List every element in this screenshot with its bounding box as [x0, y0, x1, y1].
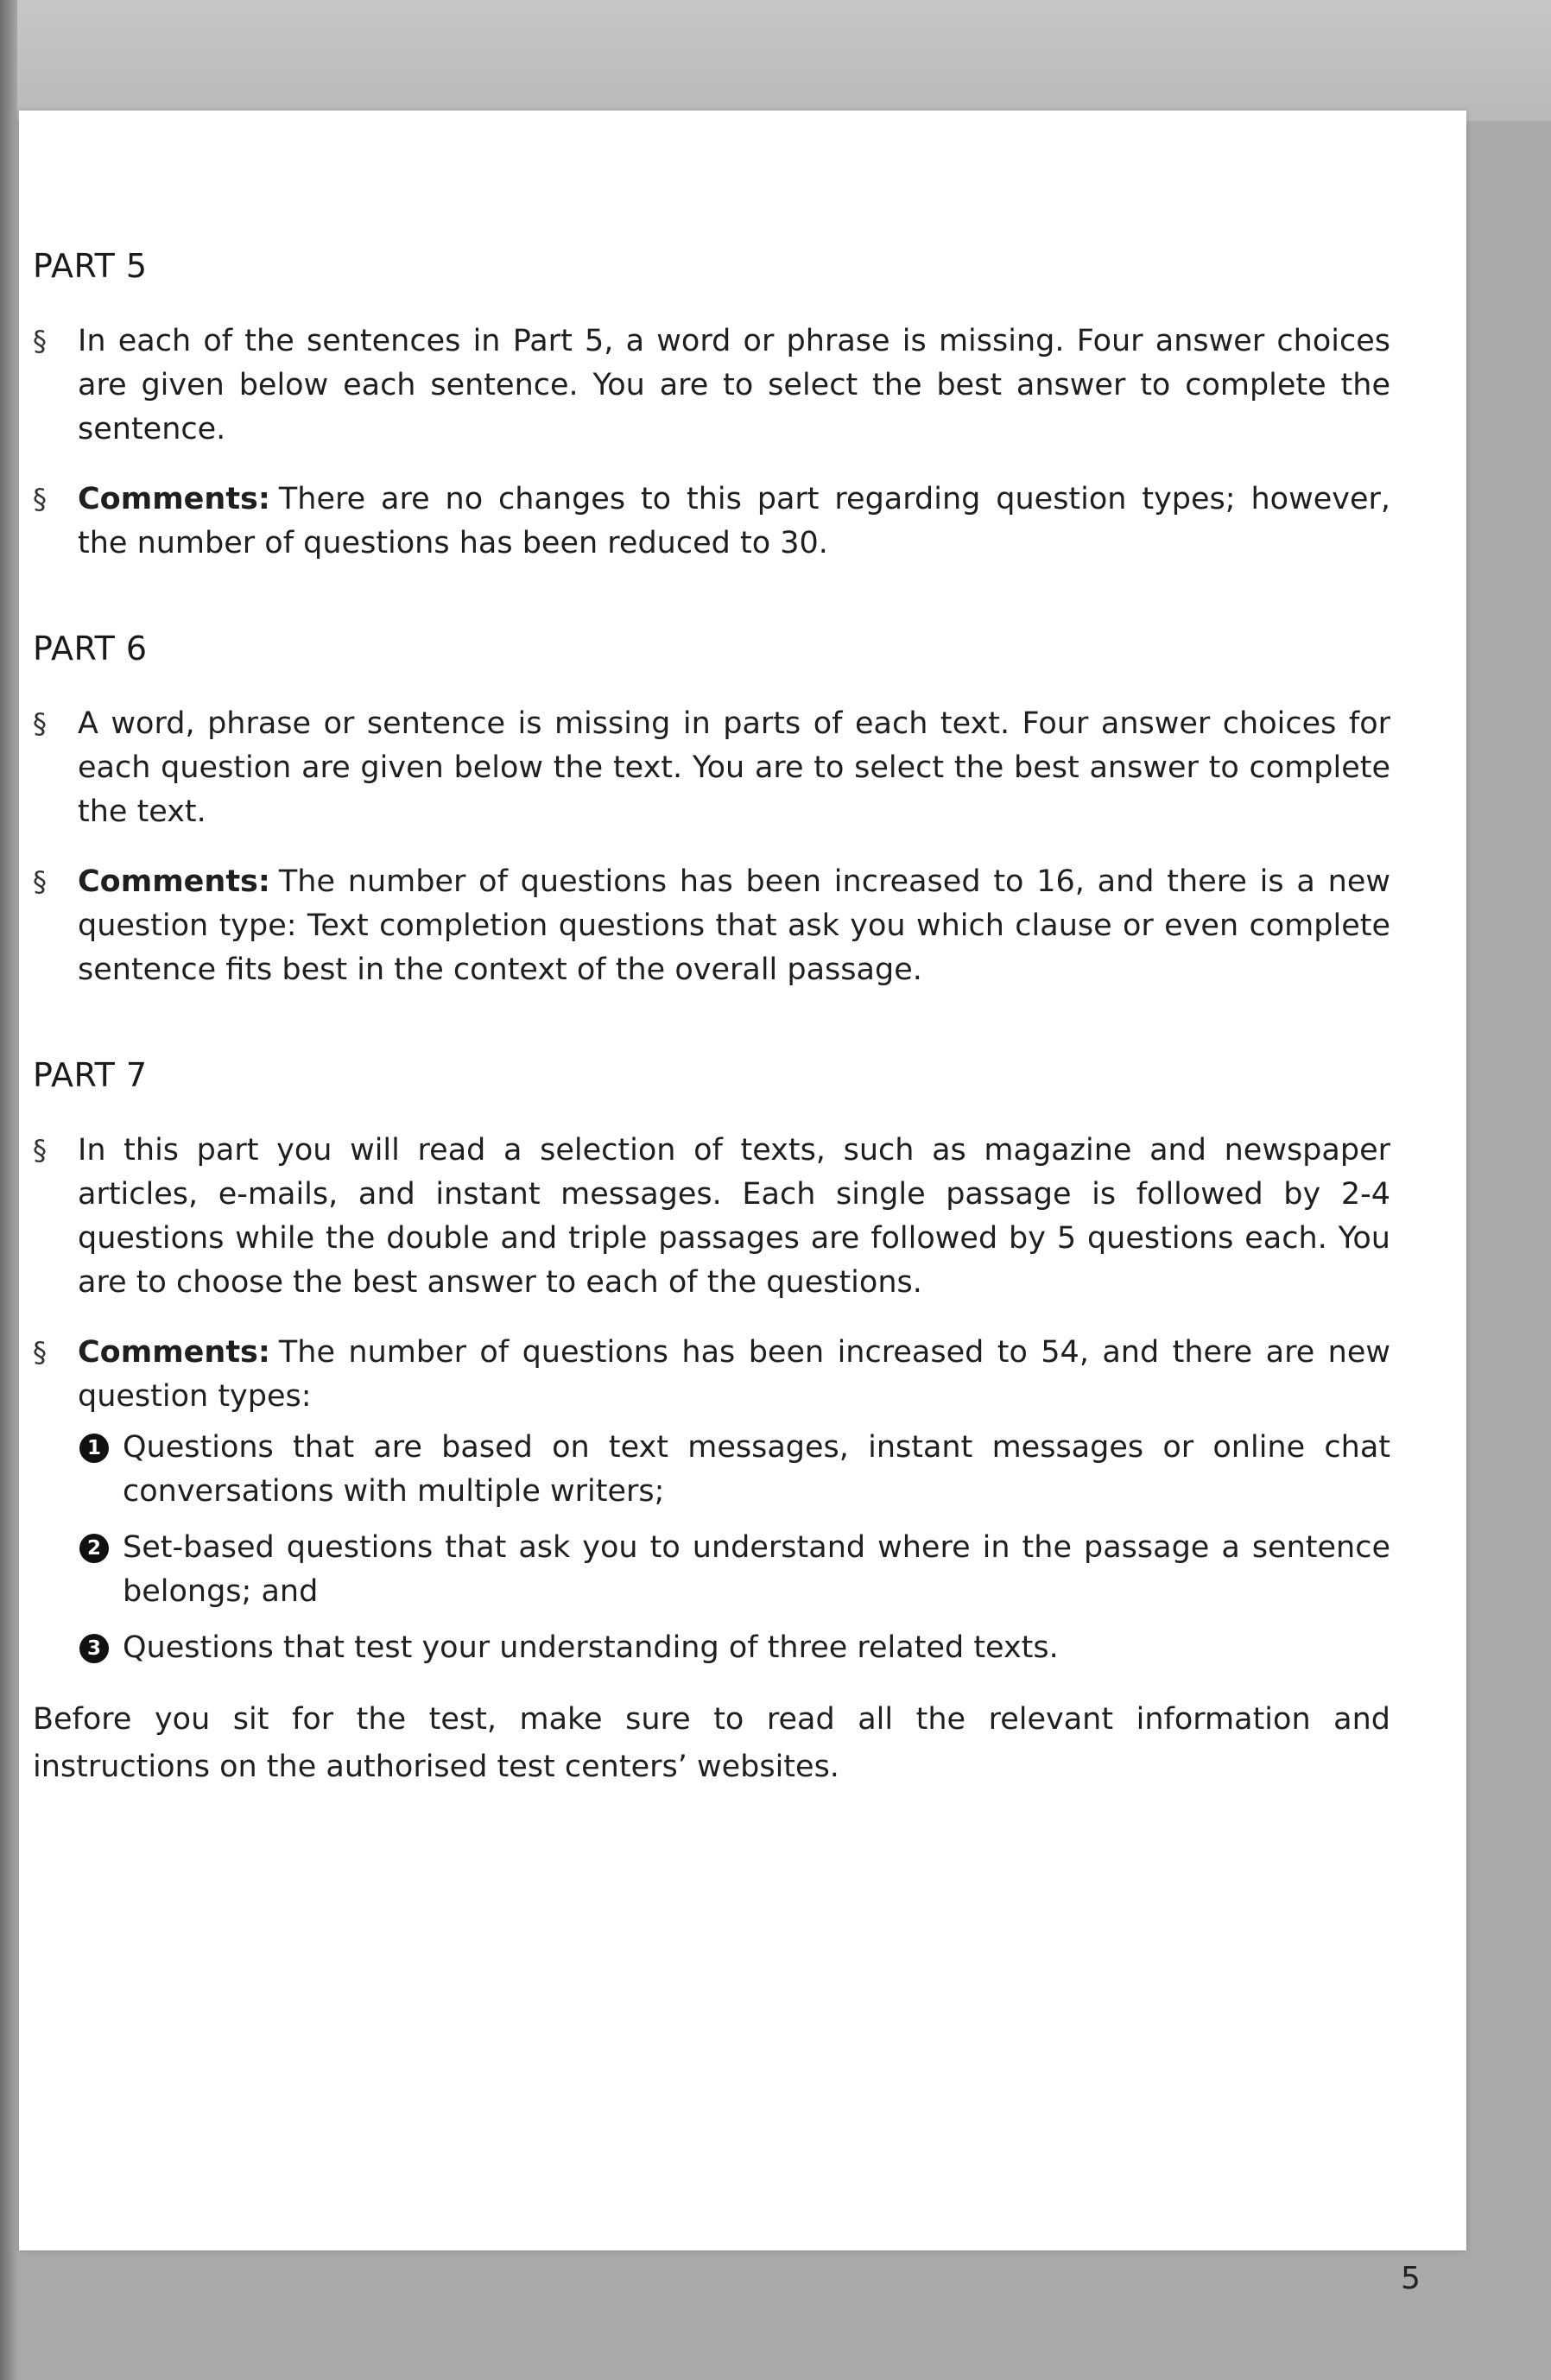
section-sign-bullet-icon: §	[33, 483, 47, 516]
numbered-sublist	[78, 1426, 1390, 1670]
section-sign-bullet-icon: §	[33, 1336, 47, 1369]
numbered-subitem	[78, 1426, 1390, 1514]
numbered-subitem	[78, 1526, 1390, 1614]
item-lead: Comments:	[78, 864, 270, 899]
section-sign-bullet-icon: §	[33, 865, 47, 898]
section-part-6	[33, 630, 1390, 992]
section-heading: PART 5	[33, 247, 148, 285]
item-lead: Comments:	[78, 1335, 270, 1370]
section-heading: PART 7	[33, 1056, 148, 1094]
scan-background-top	[0, 0, 1551, 121]
section-sign-bullet-icon: §	[33, 707, 47, 740]
subitem-text: Set-based questions that ask you to understand where in the passage a sentence belongs; and	[123, 1530, 1390, 1609]
section-heading: PART 6	[33, 630, 148, 668]
section-sign-bullet-icon: §	[33, 325, 47, 358]
item-text: There are no changes to this part regarding question types; however, the number of questions has been reduced to 30.	[78, 482, 1390, 560]
item-text: A word, phrase or sentence is missing in parts of each text. Four answer choices for each question are given below the text. You are to select the best answer to complete the text.	[78, 706, 1390, 829]
item-lead: Comments:	[78, 482, 270, 516]
section-part-5	[33, 247, 1390, 566]
bullet-item	[33, 1331, 1390, 1670]
circled-number-icon: 2	[79, 1534, 109, 1563]
subitem-text: Questions that are based on text messages, instant messages or online chat conversations with multiple writers;	[123, 1430, 1390, 1509]
circled-number-icon: 1	[79, 1434, 109, 1463]
item-text: The number of questions has been increased to 54, and there are new question types:	[78, 1335, 1390, 1414]
item-text: In this part you will read a selection of texts, such as magazine and newspaper articles, e-mails, and instant messages. Each single passage is followed by 2-4 questions while the double and triple passages are followed by 5 questions each. You are to choose the best answer to each of the questions.	[78, 1133, 1390, 1300]
bullet-item	[33, 1129, 1390, 1305]
bullet-item	[33, 860, 1390, 992]
closing-paragraph: Before you sit for the test, make sure to read all the relevant information and instructions on the authorised test centers’ websites.	[33, 1702, 1390, 1784]
page-content	[33, 247, 1390, 1821]
bullet-item	[33, 478, 1390, 566]
numbered-subitem	[78, 1626, 1390, 1670]
section-part-7	[33, 1056, 1390, 1670]
item-text: In each of the sentences in Part 5, a word or phrase is missing. Four answer choices are given below each sentence. You are to select the best answer to complete the sentence.	[78, 324, 1390, 446]
page-number: 5	[1401, 2261, 1421, 2296]
bullet-item	[33, 702, 1390, 834]
scan-background-left-edge	[0, 0, 17, 2380]
bullet-item	[33, 320, 1390, 452]
subitem-text: Questions that test your understanding of three related texts.	[123, 1630, 1059, 1665]
item-text: The number of questions has been increased to 16, and there is a new question type: Text completion questions that ask you which clause or even complete sentence fits best in the context of the overall passage.	[78, 864, 1390, 987]
circled-number-icon: 3	[79, 1634, 109, 1663]
section-sign-bullet-icon: §	[33, 1134, 47, 1167]
